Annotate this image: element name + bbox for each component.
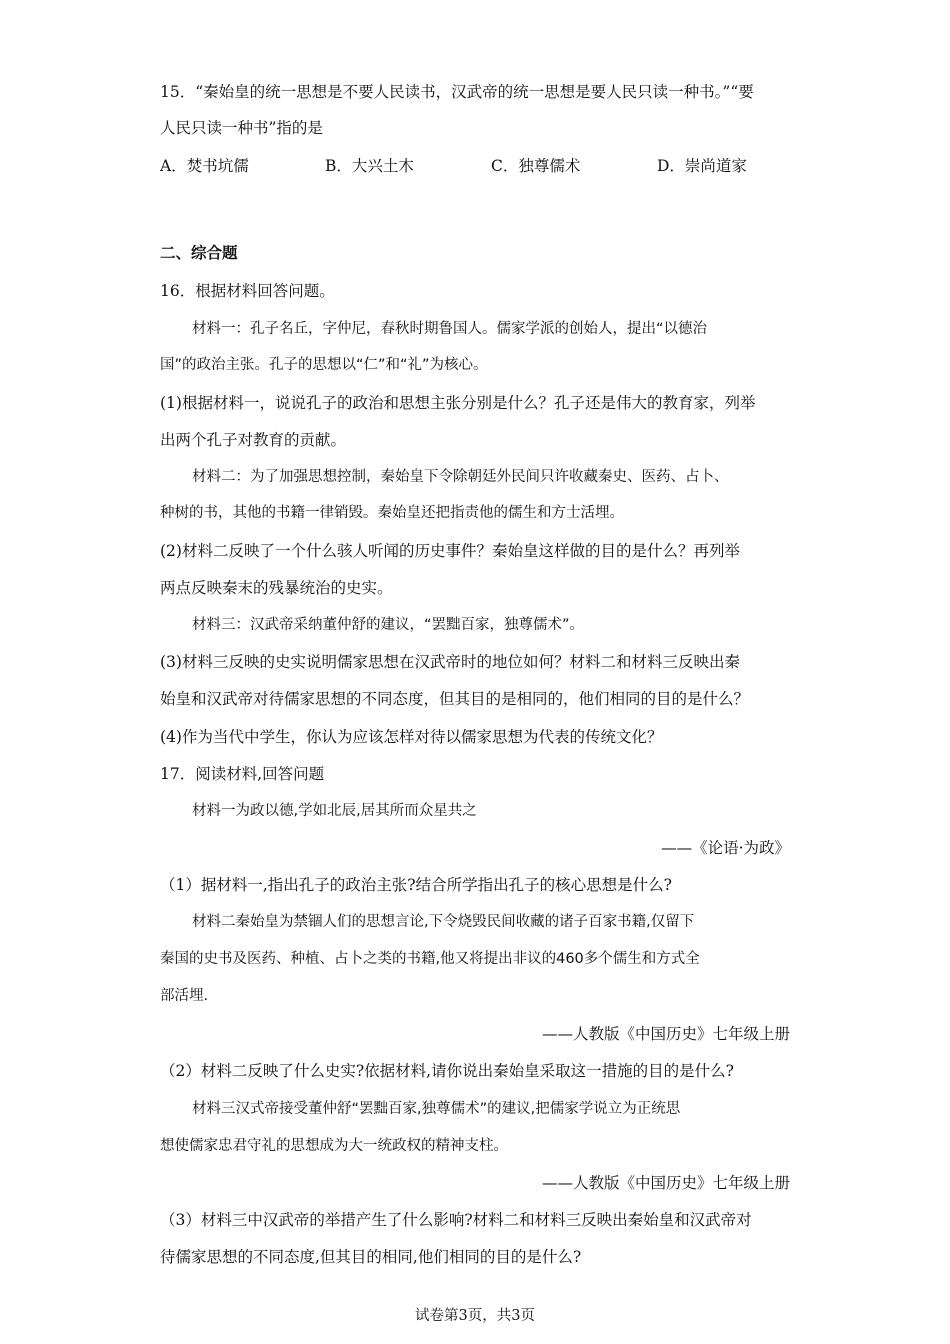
q17-part3-line2: 待儒家思想的不同态度,但其目的相同,他们相同的目的是什么? [160, 1248, 582, 1266]
q16-part1-line2: 出两个孔子对教育的贡献。 [160, 431, 347, 449]
q16-part2-line1: (2)材料二反映了一个什么骇人听闻的历史事件？秦始皇这样做的目的是什么？再列举 [160, 542, 740, 560]
q17-part2-line1: （2）材料二反映了什么史实?依据材料,请你说出秦始皇采取这一措施的目的是什么? [160, 1062, 734, 1080]
q16-material3-line1: 材料三：汉武帝采纳董仲舒的建议，“罢黜百家，独尊儒术”。 [192, 617, 585, 633]
q17-part3-line1: （3）材料三中汉武帝的举措产生了什么影响?材料二和材料三反映出秦始皇和汉武帝对 [160, 1211, 752, 1229]
q15-stem-line2: 人民只读一种书”指的是 [160, 119, 323, 137]
q16-material2-line2: 种树的书，其他的书籍一律销毁。秦始皇还把指责他的儒生和方士活埋。 [160, 505, 624, 521]
q17-material2-line3: 部活埋. [160, 988, 209, 1004]
q17-material1-line1: 材料一为政以德,学如北辰,居其所而众星共之 [192, 803, 477, 819]
q15-option-a: A．焚书坑儒 [160, 157, 249, 175]
q17-material2-line1: 材料二秦始皇为禁锢人们的思想言论,下令烧毁民间收藏的诸子百家书籍,仅留下 [192, 914, 695, 930]
q17-material2-line2: 秦国的史书及医药、种植、占卜之类的书籍,他又将提出非议的460多个儒生和方式全 [160, 951, 700, 967]
q17-material2-source: ——人教版《中国历史》七年级上册 [541, 1025, 790, 1043]
q15-option-d: D．崇尚道家 [657, 157, 747, 175]
q17-material3-line1: 材料三汉式帝接受董仲舒“罢黜百家,独尊儒术”的建议,把儒家学说立为正统思 [192, 1101, 681, 1117]
q16-part2-line2: 两点反映秦末的残暴统治的史实。 [160, 579, 393, 597]
q17-part1-line1: （1）据材料一,指出孔子的政治主张?结合所学指出孔子的核心思想是什么? [160, 876, 672, 894]
q17-material3-line2: 想使儒家忠君守礼的思想成为大一统政权的精神支柱。 [160, 1138, 508, 1154]
q16-material1-line2: 国”的政治主张。孔子的思想以“仁”和“礼”为核心。 [160, 357, 488, 373]
q15-option-c: C．独尊儒术 [491, 157, 581, 175]
q16-part4-line1: (4)作为当代中学生，你认为应该怎样对待以儒家思想为代表的传统文化？ [160, 728, 663, 746]
section-title: 二、综合题 [160, 243, 238, 262]
q15-option-b: B．大兴土木 [325, 157, 414, 175]
q16-material1-line1: 材料一：孔子名丘，字仲尼，春秋时期鲁国人。儒家学派的创始人，提出“以德治 [192, 321, 708, 337]
q16-part1-line1: (1)根据材料一，说说孔子的政治和思想主张分别是什么？孔子还是伟大的教育家，列举 [160, 394, 756, 412]
page-footer: 试卷第3页，共3页 [415, 1308, 535, 1324]
q16-material2-line1: 材料二：为了加强思想控制，秦始皇下令除朝廷外民间只许收藏秦史、医药、占卜、 [192, 469, 729, 485]
q17-material1-source: ——《论语·为政》 [661, 839, 790, 857]
q15-stem-line1: 15．“秦始皇的统一思想是不要人民读书，汉武帝的统一思想是要人民只读一种书。”“要 [160, 83, 754, 101]
q16-stem: 16．根据材料回答问题。 [160, 282, 335, 300]
q17-stem: 17．阅读材料,回答问题 [160, 765, 325, 783]
q16-part3-line1: (3)材料三反映的史实说明儒家思想在汉武帝时的地位如何？材料二和材料三反映出秦 [160, 653, 740, 671]
q17-material3-source: ——人教版《中国历史》七年级上册 [541, 1174, 790, 1192]
q16-part3-line2: 始皇和汉武帝对待儒家思想的不同态度，但其目的是相同的，他们相同的目的是什么？ [160, 690, 750, 708]
q15-options [160, 156, 800, 176]
